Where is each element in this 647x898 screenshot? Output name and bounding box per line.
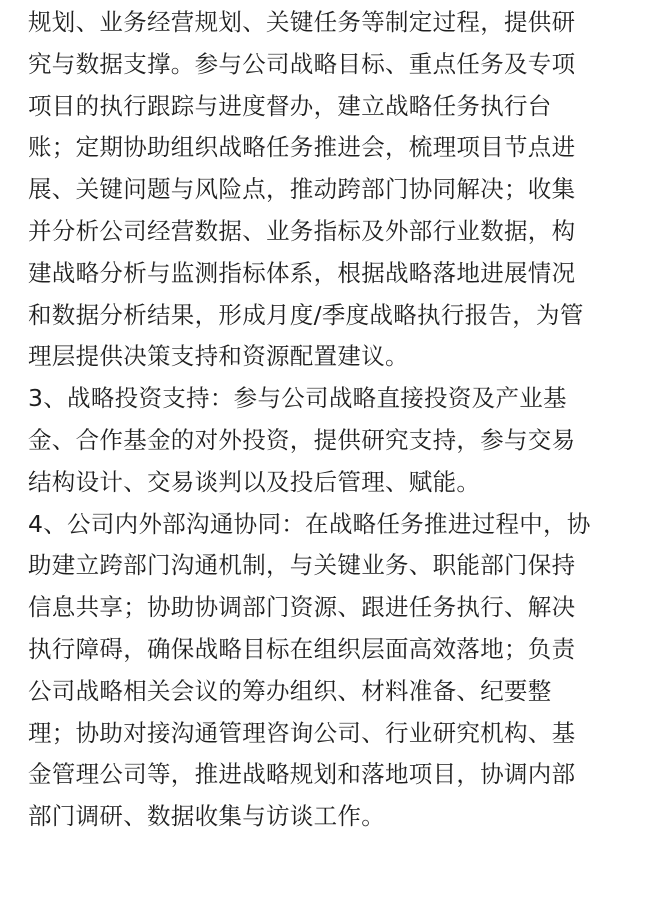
text-line: 执行障碍，确保战略目标在组织层面高效落地；负责	[28, 634, 576, 663]
section-heading-line: 3、战略投资支持：参与公司战略直接投资及产业基	[28, 384, 567, 413]
section-heading-line: 4、公司内外部沟通协同：在战略任务推进过程中，协	[28, 509, 591, 538]
text-line: 规划、业务经营规划、关键任务等制定过程，提供研	[28, 8, 576, 36]
text-line: 公司战略相关会议的筹办组织、材料准备、纪要整	[28, 676, 552, 705]
text-line: 结构设计、交易谈判以及投后管理、赋能。	[28, 467, 481, 496]
text-line: 并分析公司经营数据、业务指标及外部行业数据，构	[28, 216, 576, 245]
text-line: 理；协助对接沟通管理咨询公司、行业研究机构、基	[28, 718, 576, 747]
text-line: 金管理公司等，推进战略规划和落地项目，协调内部	[28, 760, 576, 789]
text-line: 理层提供决策支持和资源配置建议。	[28, 342, 409, 371]
text-line: 项目的执行跟踪与进度督办，建立战略任务执行台	[28, 91, 552, 120]
text-line: 和数据分析结果，形成月度/季度战略执行报告，为管	[28, 300, 584, 329]
text-line: 建战略分析与监测指标体系，根据战略落地进展情况	[28, 258, 576, 287]
document-body	[28, 2, 638, 838]
text-line: 究与数据支撑。参与公司战略目标、重点任务及专项	[28, 49, 576, 78]
text-line: 助建立跨部门沟通机制，与关键业务、职能部门保持	[28, 551, 576, 580]
text-line: 信息共享；协助协调部门资源、跟进任务执行、解决	[28, 593, 576, 622]
text-line: 账；定期协助组织战略任务推进会，梳理项目节点进	[28, 133, 576, 162]
text-line: 金、合作基金的对外投资，提供研究支持，参与交易	[28, 425, 576, 454]
text-line: 部门调研、数据收集与访谈工作。	[28, 802, 385, 831]
text-line: 展、关键问题与风险点，推动跨部门协同解决；收集	[28, 175, 576, 204]
